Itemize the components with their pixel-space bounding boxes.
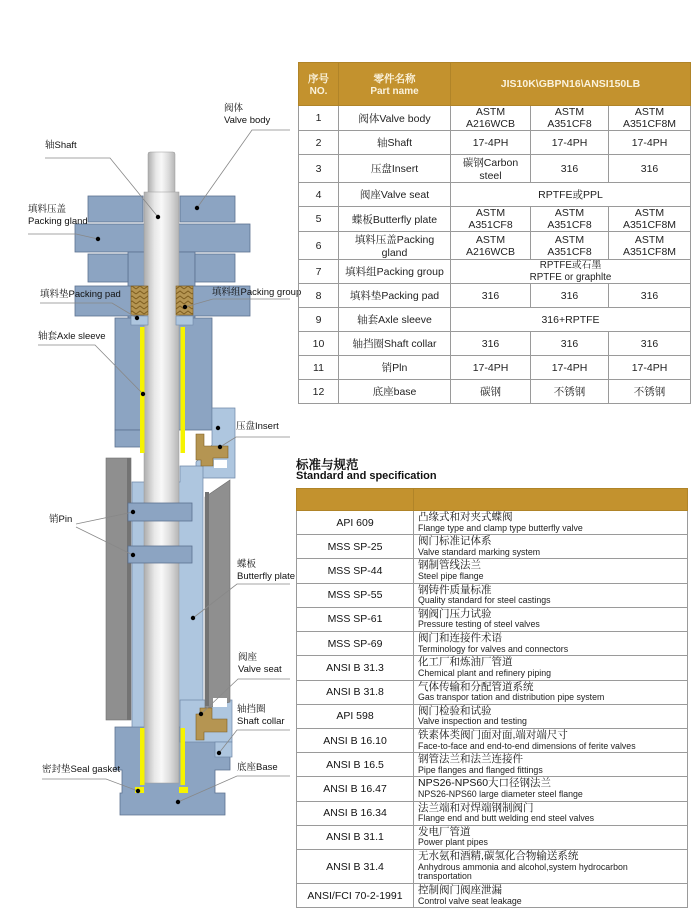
parts-row bbox=[299, 131, 691, 155]
label-shaft-collar: 轴挡圈 Shaft collar bbox=[237, 704, 285, 727]
label-packing-group: 填料组Packing group bbox=[212, 287, 302, 298]
part-material: ASTM A351CF8M bbox=[609, 106, 691, 131]
standard-desc bbox=[414, 607, 688, 631]
part-name: 销Pln bbox=[339, 356, 451, 380]
part-no: 12 bbox=[299, 380, 339, 404]
part-material: ASTM A351CF8 bbox=[451, 207, 531, 232]
part-material: 316 bbox=[531, 155, 609, 183]
part-material-span: RPTFE或PPL bbox=[451, 183, 691, 207]
part-name: 轴挡圈Shaft collar bbox=[339, 332, 451, 356]
standard-code: ANSI B 16.47 bbox=[297, 777, 414, 801]
part-no: 6 bbox=[299, 232, 339, 260]
part-name: 轴Shaft bbox=[339, 131, 451, 155]
part-material-span: RPTFE或石墨 RPTFE or graphlte bbox=[451, 260, 691, 284]
part-material: 316 bbox=[531, 332, 609, 356]
shaft-shape bbox=[144, 152, 179, 783]
part-material: 不锈钢 bbox=[609, 380, 691, 404]
standard-code: ANSI B 16.10 bbox=[297, 728, 414, 752]
parts-row bbox=[299, 183, 691, 207]
standard-code: MSS SP-55 bbox=[297, 583, 414, 607]
part-material-span: 316+RPTFE bbox=[451, 308, 691, 332]
part-material: 17-4PH bbox=[531, 356, 609, 380]
parts-row bbox=[299, 106, 691, 131]
col-no-zh: 序号 bbox=[308, 73, 329, 85]
standard-desc bbox=[414, 777, 688, 801]
label-axle-sleeve: 轴套Axle sleeve bbox=[38, 331, 106, 342]
standard-desc bbox=[414, 535, 688, 559]
standard-row bbox=[297, 656, 688, 680]
parts-row bbox=[299, 260, 691, 284]
part-no: 1 bbox=[299, 106, 339, 131]
col-part-name bbox=[339, 63, 451, 106]
standard-desc-zh: 阀门标准记体系 bbox=[418, 535, 492, 548]
standard-desc-en: Pressure testing of steel valves bbox=[418, 619, 540, 630]
standard-row bbox=[297, 559, 688, 583]
standard-desc-en: Power plant pipes bbox=[418, 837, 488, 848]
standard-desc-zh: 钢铸件质量标准 bbox=[418, 583, 492, 596]
standard-code: ANSI B 31.8 bbox=[297, 680, 414, 704]
standard-desc-zh: 阀门检验和试验 bbox=[418, 704, 492, 717]
standard-desc-zh: 气体传输和分配管道系统 bbox=[418, 680, 534, 693]
part-material: ASTM A351CF8 bbox=[531, 232, 609, 260]
standard-desc-zh: 凸缘式和对夹式蝶阀 bbox=[418, 511, 513, 523]
parts-row bbox=[299, 356, 691, 380]
standard-desc-en: NPS26-NPS60 large diameter steel flange bbox=[418, 788, 583, 799]
standard-desc bbox=[414, 850, 688, 884]
standards-header-bar bbox=[297, 489, 688, 511]
standard-row bbox=[297, 607, 688, 631]
standard-desc bbox=[414, 753, 688, 777]
seat-ring-edge2 bbox=[205, 492, 209, 706]
part-material: 17-4PH bbox=[451, 131, 531, 155]
part-material: 17-4PH bbox=[609, 356, 691, 380]
standard-code: API 609 bbox=[297, 511, 414, 535]
label-packing-gland: 填料压盖 Packing gland bbox=[28, 204, 88, 227]
standard-row bbox=[297, 728, 688, 752]
standard-row bbox=[297, 777, 688, 801]
standard-row bbox=[297, 704, 688, 728]
standard-code: MSS SP-61 bbox=[297, 607, 414, 631]
standard-desc-zh: 化工厂和炼油厂管道 bbox=[418, 656, 513, 669]
standard-desc-en: Valve standard marking system bbox=[418, 546, 541, 557]
part-material: 316 bbox=[609, 284, 691, 308]
col-no bbox=[299, 63, 339, 106]
part-no: 7 bbox=[299, 260, 339, 284]
part-material: 316 bbox=[451, 332, 531, 356]
label-valve-seat: 阀座 Valve seat bbox=[238, 652, 282, 675]
standards-table bbox=[296, 488, 688, 908]
seat-notch bbox=[213, 698, 227, 707]
part-material: ASTM A216WCB bbox=[451, 232, 531, 260]
standard-desc-en: Anhydrous ammonia and alcohol,system hydrocarbon transportation bbox=[418, 861, 628, 882]
label-butterfly-plate: 蝶板 Butterfly plate bbox=[237, 559, 296, 582]
part-no: 8 bbox=[299, 284, 339, 308]
part-material: ASTM A351CF8 bbox=[531, 207, 609, 232]
standard-code: MSS SP-69 bbox=[297, 632, 414, 656]
standard-code: MSS SP-44 bbox=[297, 559, 414, 583]
standard-row bbox=[297, 632, 688, 656]
part-name: 填料组Packing group bbox=[339, 260, 451, 284]
part-material: ASTM A351CF8 bbox=[531, 106, 609, 131]
standard-desc-en: Chemical plant and refinery piping bbox=[418, 667, 552, 678]
part-name: 轴套Axle sleeve bbox=[339, 308, 451, 332]
standard-desc-en: Gas transpor tation and distribution pipe system bbox=[418, 692, 605, 703]
part-no: 9 bbox=[299, 308, 339, 332]
col-no-en: NO. bbox=[309, 86, 328, 97]
parts-header-row bbox=[299, 63, 691, 106]
part-material: 316 bbox=[531, 284, 609, 308]
standard-desc bbox=[414, 801, 688, 825]
parts-row bbox=[299, 308, 691, 332]
part-material: ASTM A351CF8M bbox=[609, 207, 691, 232]
standard-row bbox=[297, 883, 688, 907]
part-material: ASTM A351CF8M bbox=[609, 232, 691, 260]
standard-desc bbox=[414, 704, 688, 728]
parts-row bbox=[299, 155, 691, 183]
col-name-zh: 零件名称 bbox=[373, 73, 416, 85]
part-name: 阀体Valve body bbox=[339, 106, 451, 131]
part-name: 压盘Insert bbox=[339, 155, 451, 183]
part-material: 17-4PH bbox=[609, 131, 691, 155]
standard-desc bbox=[414, 680, 688, 704]
part-no: 11 bbox=[299, 356, 339, 380]
part-name: 底座base bbox=[339, 380, 451, 404]
standard-code: ANSI B 31.4 bbox=[297, 850, 414, 884]
insert-notch bbox=[214, 460, 227, 468]
part-material: ASTM A216WCB bbox=[451, 106, 531, 131]
parts-row bbox=[299, 332, 691, 356]
standard-desc-en: Steel pipe flange bbox=[418, 570, 484, 581]
standard-desc bbox=[414, 583, 688, 607]
standard-desc-zh: 无水氨和酒精,碳氢化合物输送系统 bbox=[418, 850, 579, 863]
part-no: 10 bbox=[299, 332, 339, 356]
label-valve-body: 阀体 Valve body bbox=[224, 103, 271, 126]
label-shaft: 轴Shaft bbox=[45, 140, 77, 151]
parts-table bbox=[298, 62, 691, 404]
standard-desc-zh: 铁素体类阀门面对面,端对端尺寸 bbox=[418, 728, 568, 741]
part-no: 4 bbox=[299, 183, 339, 207]
label-pin: 销Pin bbox=[49, 514, 73, 525]
standard-desc bbox=[414, 883, 688, 907]
part-no: 3 bbox=[299, 155, 339, 183]
seat-ring-edge bbox=[127, 458, 131, 720]
standard-desc-zh: 控制阀门阀座泄漏 bbox=[418, 883, 502, 896]
standard-desc-en: Pipe flanges and flanged fittings bbox=[418, 764, 543, 775]
part-material: 316 bbox=[451, 284, 531, 308]
parts-row bbox=[299, 232, 691, 260]
standard-code: ANSI B 31.3 bbox=[297, 656, 414, 680]
part-name: 阀座Valve seat bbox=[339, 183, 451, 207]
part-no: 2 bbox=[299, 131, 339, 155]
standard-desc-zh: 钢阀门压力试验 bbox=[418, 607, 492, 620]
parts-row bbox=[299, 380, 691, 404]
standard-desc-zh: 发电厂管道 bbox=[418, 825, 471, 838]
part-material: 17-4PH bbox=[451, 356, 531, 380]
standard-code: MSS SP-25 bbox=[297, 535, 414, 559]
standard-code: API 598 bbox=[297, 704, 414, 728]
standards-title-en: Standard and specification bbox=[296, 470, 437, 482]
standard-code: ANSI B 16.5 bbox=[297, 753, 414, 777]
standard-desc-zh: 法兰端和对焊端钢制阀门 bbox=[418, 801, 534, 814]
standard-row bbox=[297, 801, 688, 825]
standard-desc-en: Valve inspection and testing bbox=[418, 716, 527, 727]
standard-desc bbox=[414, 511, 688, 535]
col-name-en: Part name bbox=[370, 86, 419, 97]
part-material: 碳钢Carbon steel bbox=[451, 155, 531, 183]
standard-row bbox=[297, 511, 688, 535]
standard-desc bbox=[414, 825, 688, 849]
part-material: 碳钢 bbox=[451, 380, 531, 404]
standard-row bbox=[297, 583, 688, 607]
label-packing-pad: 填料垫Packing pad bbox=[40, 289, 121, 300]
part-no: 5 bbox=[299, 207, 339, 232]
standard-desc bbox=[414, 656, 688, 680]
label-base: 底座Base bbox=[237, 762, 278, 773]
col-materials: JIS10K\GBPN16\ANSI150LB bbox=[451, 63, 691, 106]
part-material: 316 bbox=[609, 332, 691, 356]
standard-code: ANSI B 16.34 bbox=[297, 801, 414, 825]
standard-desc-zh: 钢管法兰和法兰连接件 bbox=[418, 753, 523, 766]
part-material: 17-4PH bbox=[531, 131, 609, 155]
part-name: 填料压盖Packing gland bbox=[339, 232, 451, 260]
standard-desc-en: Terminology for valves and connectors bbox=[418, 643, 569, 654]
standard-desc bbox=[414, 632, 688, 656]
parts-row bbox=[299, 284, 691, 308]
standard-desc-en: Control valve seat leakage bbox=[418, 895, 522, 906]
standard-code: ANSI B 31.1 bbox=[297, 825, 414, 849]
standard-desc-zh: 阀门和连接件术语 bbox=[418, 632, 502, 645]
standard-desc bbox=[414, 728, 688, 752]
part-material: 不锈钢 bbox=[531, 380, 609, 404]
standard-desc-en: Face-to-face and end-to-end dimensions of ferite valves bbox=[418, 740, 636, 751]
standard-desc-en: Flange end and butt welding end steel valves bbox=[418, 813, 595, 824]
shaft-collar-shape bbox=[215, 742, 232, 757]
standard-desc bbox=[414, 559, 688, 583]
part-name: 填料垫Packing pad bbox=[339, 284, 451, 308]
parts-row bbox=[299, 207, 691, 232]
standard-row bbox=[297, 680, 688, 704]
standard-row bbox=[297, 850, 688, 884]
standards-title-zh: 标准与规范 bbox=[296, 458, 359, 472]
part-name: 蝶板Butterfly plate bbox=[339, 207, 451, 232]
standard-row bbox=[297, 535, 688, 559]
standard-row bbox=[297, 825, 688, 849]
standard-desc-en: Quality standard for steel castings bbox=[418, 595, 551, 606]
label-seal-gasket: 密封垫Seal gasket bbox=[42, 764, 121, 775]
label-insert: 压盘Insert bbox=[236, 421, 279, 432]
standard-desc-zh: 钢制管线法兰 bbox=[418, 559, 481, 572]
standard-desc-zh: NPS26-NPS60大口径钢法兰 bbox=[418, 777, 552, 790]
part-material: 316 bbox=[609, 155, 691, 183]
standard-code: ANSI/FCI 70-2-1991 bbox=[297, 883, 414, 907]
standard-row bbox=[297, 753, 688, 777]
standard-desc-en: Flange type and clamp type butterfly valve bbox=[418, 522, 583, 533]
